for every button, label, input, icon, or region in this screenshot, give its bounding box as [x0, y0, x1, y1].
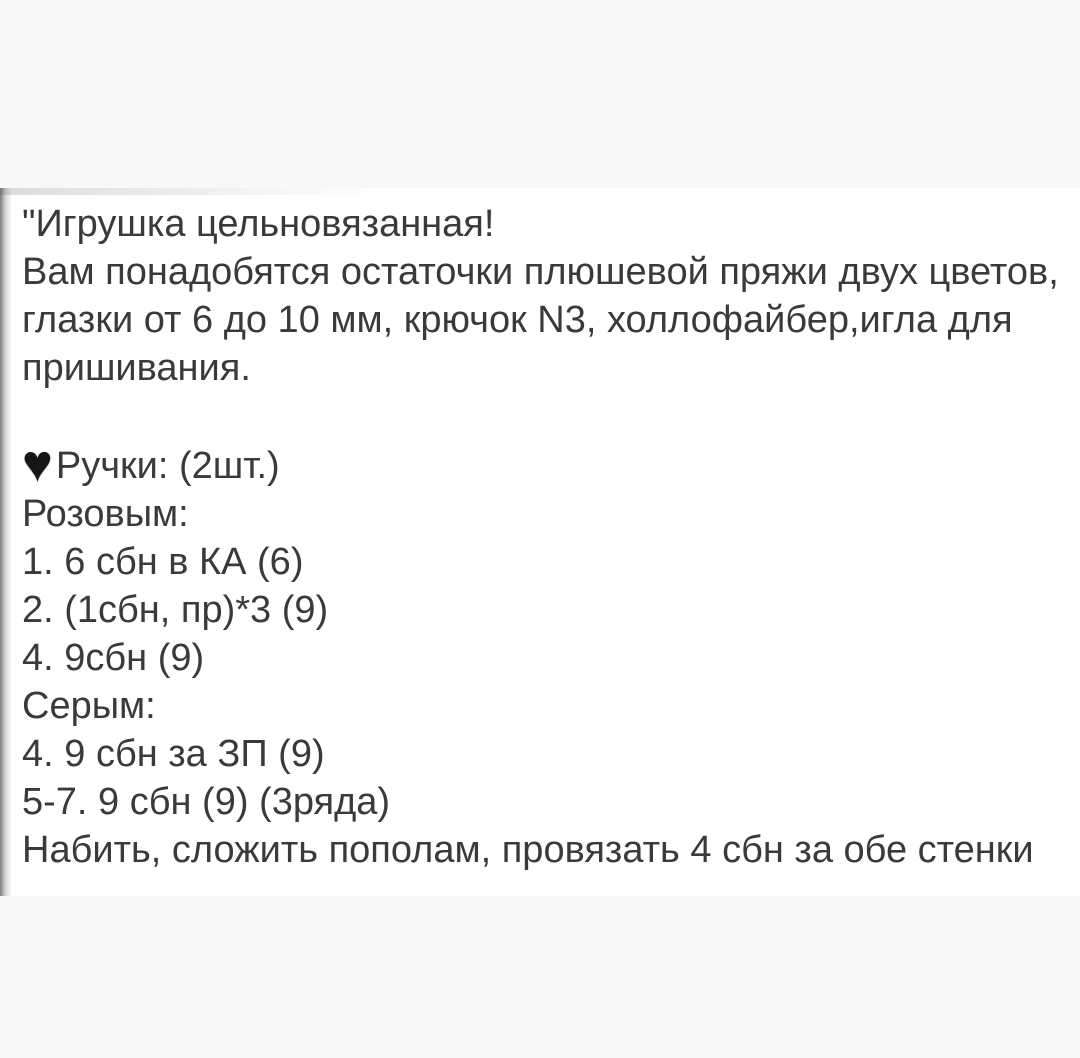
- black-heart-icon: ♥: [22, 435, 53, 493]
- intro-line-1: "Игрушка цельновязанная!: [22, 203, 495, 245]
- step-line-row-4b: 4. 9 сбн за ЗП (9): [22, 733, 325, 775]
- handles-section-title-label: Ручки: (2шт.): [55, 445, 280, 487]
- pattern-text: [22, 200, 1080, 874]
- intro-line-3: глазки от 6 до 10 мм, крючок N3, холлофайбер,игла для: [22, 299, 1013, 341]
- step-line-rows-5-7: 5-7. 9 сбн (9) (3ряда): [22, 781, 391, 823]
- top-edge-shadow: [0, 188, 380, 195]
- paragraph-spacer: [22, 392, 1080, 440]
- intro-line-4: пришивания.: [22, 347, 251, 389]
- step-line-color-gray: Серым:: [22, 685, 156, 727]
- handles-section-title: [22, 435, 1080, 493]
- step-line-finish: Набить, сложить пополам, провязать 4 сбн за обе стенки: [22, 829, 1034, 871]
- step-line-row-2: 2. (1сбн, пр)*3 (9): [22, 589, 329, 631]
- step-line-row-4a: 4. 9сбн (9): [22, 637, 205, 679]
- left-edge-shadow: [0, 188, 12, 896]
- step-line-color-pink: Розовым:: [22, 493, 189, 535]
- intro-line-2: Вам понадобятся остаточки плюшевой пряжи двух цветов,: [22, 251, 1059, 293]
- step-line-row-1: 1. 6 сбн в КА (6): [22, 541, 304, 583]
- pattern-sheet: [0, 188, 1080, 896]
